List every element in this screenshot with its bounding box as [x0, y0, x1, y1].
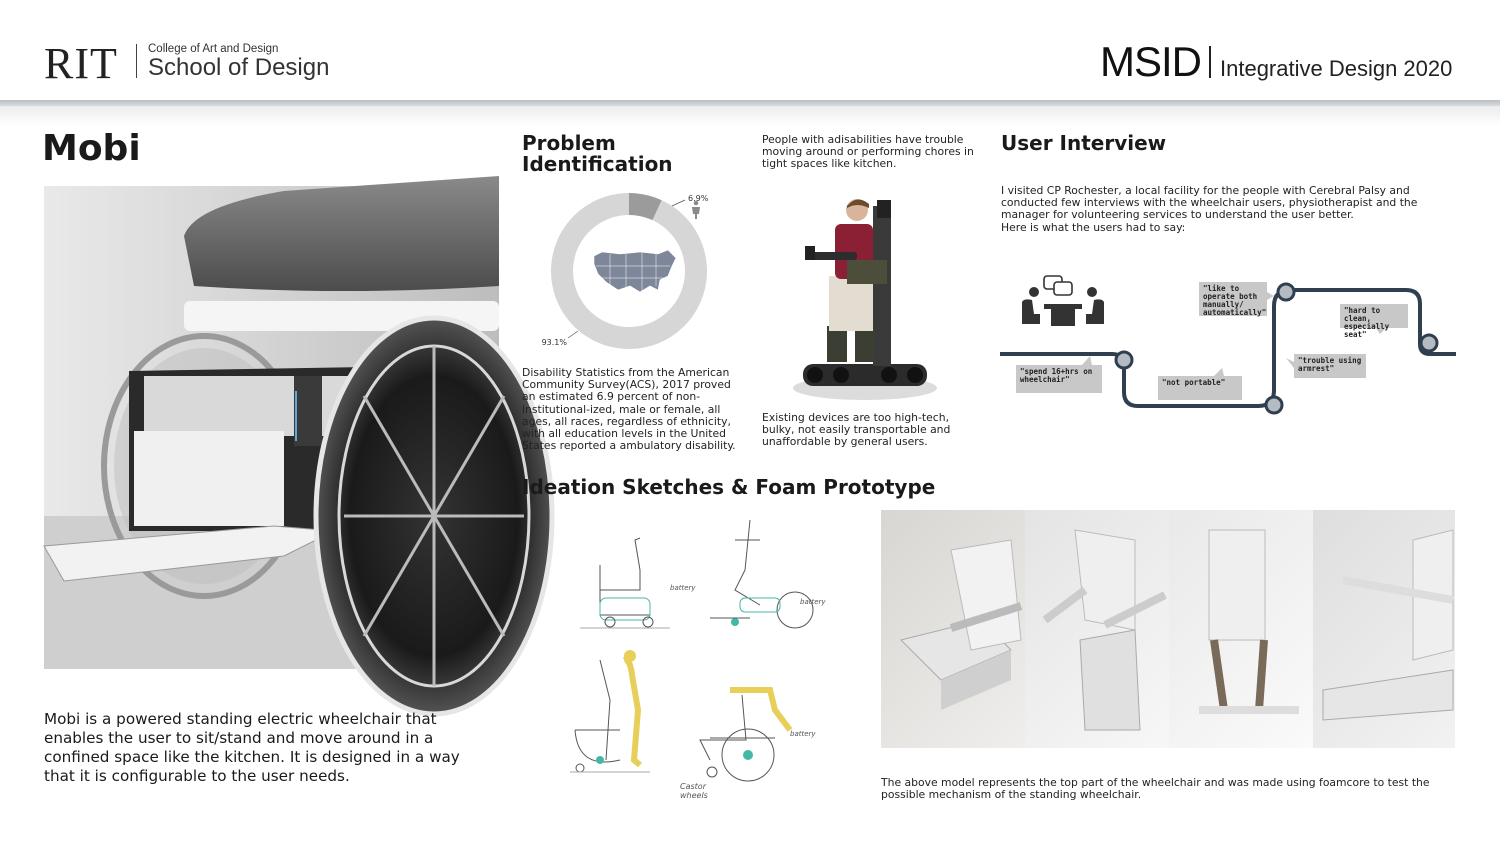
sketch-label-battery-3: battery	[790, 730, 816, 738]
problem-title-line1: Problem	[522, 131, 616, 155]
sketch-label-castor: Castor wheels	[680, 782, 708, 800]
project-title: Mobi	[42, 128, 141, 169]
sketch-3	[570, 650, 650, 772]
quote-text-5: "hard to clean, especially seat"	[1344, 306, 1390, 339]
sketch-4	[700, 690, 790, 781]
donut-label-minor: 6.9%	[688, 194, 709, 203]
meeting-icon	[1022, 276, 1104, 326]
statistics-text: Disability Statistics from the American Community Survey(ACS), 2017 proved an estimated 6.9 percent of non-institutional-ized, male or female, all ages, all races, regardless of ethnicity, with all education levels in the United States reported a ambulatory disability.	[522, 366, 736, 453]
journey-node-2	[1266, 397, 1282, 413]
sketch-label-battery-1: battery	[670, 584, 696, 592]
sketch-label-battery-2: battery	[800, 598, 826, 606]
sketch-2	[710, 520, 813, 628]
sketch-1	[580, 538, 670, 628]
hero-render-image	[44, 186, 499, 669]
prototype-photo-1	[881, 510, 1025, 748]
problem-title-line2: Identification	[522, 152, 673, 176]
prototype-photo-4	[1313, 510, 1455, 748]
quote-tail-1	[1082, 356, 1092, 365]
logo-divider	[136, 44, 137, 78]
donut-leader-minor	[672, 200, 685, 206]
program-name: Integrative Design 2020	[1220, 56, 1453, 81]
quote-text-4: "trouble using armrest"	[1298, 356, 1362, 373]
prototype-caption: The above model represents the top part of the wheelchair and was made using foamcore to test the possible mechanism of the standing wheelchair.	[881, 776, 1430, 802]
donut-label-major: 93.1%	[541, 338, 567, 347]
rit-logo: RIT	[44, 39, 118, 88]
quote-text-3: "like to operate both manually/ automatically"	[1203, 284, 1267, 317]
project-description: Mobi is a powered standing electric wheelchair that enables the user to sit/stand and move around in a confined space like the kitchen. It is designed in a way that it is configurable to the user needs.	[44, 710, 460, 785]
interview-intro-2: Here is what the users had to say:	[1001, 221, 1186, 234]
program-logo: MSID	[1100, 38, 1201, 85]
interview-intro: I visited CP Rochester, a local facility for the people with Cerebral Palsy and conducted few interviews with the wheelchair users, physiotherapist and the manager for volunteering services to understand the user better.	[1001, 184, 1418, 222]
quote-text-1: "spend 16+hrs on wheelchair"	[1020, 367, 1093, 384]
program-divider	[1209, 46, 1211, 78]
standing-wheelchair-photo	[785, 186, 945, 406]
quote-tail-4	[1286, 358, 1294, 368]
user-interview-title: User Interview	[1001, 131, 1167, 155]
existing-devices-text: Existing devices are too high-tech, bulky, not easily transportable and unaffordable by general users.	[762, 411, 951, 449]
us-map-icon	[594, 250, 676, 292]
prototype-photo-3	[1169, 510, 1313, 748]
person-icon	[692, 201, 700, 219]
quote-text-2: "not portable"	[1162, 378, 1226, 387]
context-text: People with adisabilities have trouble moving around or performing chores in tight spaces like kitchen.	[762, 133, 974, 171]
journey-node-1	[1116, 352, 1132, 368]
disability-donut-chart	[540, 186, 740, 356]
prototype-photo-2	[1025, 510, 1169, 748]
school-name: School of Design	[148, 54, 330, 81]
header-shadow	[0, 106, 1500, 126]
foam-prototype-photos	[881, 510, 1455, 748]
ideation-sketches	[560, 510, 850, 805]
interview-journey-map	[1000, 268, 1460, 420]
college-name: College of Art and Design	[148, 43, 279, 55]
journey-node-4	[1421, 335, 1437, 351]
quote-tail-2	[1214, 368, 1224, 376]
ideation-title: Ideation Sketches & Foam Prototype	[522, 475, 936, 499]
problem-title	[522, 133, 673, 175]
donut-leader-major	[568, 331, 578, 338]
journey-node-3	[1278, 284, 1294, 300]
